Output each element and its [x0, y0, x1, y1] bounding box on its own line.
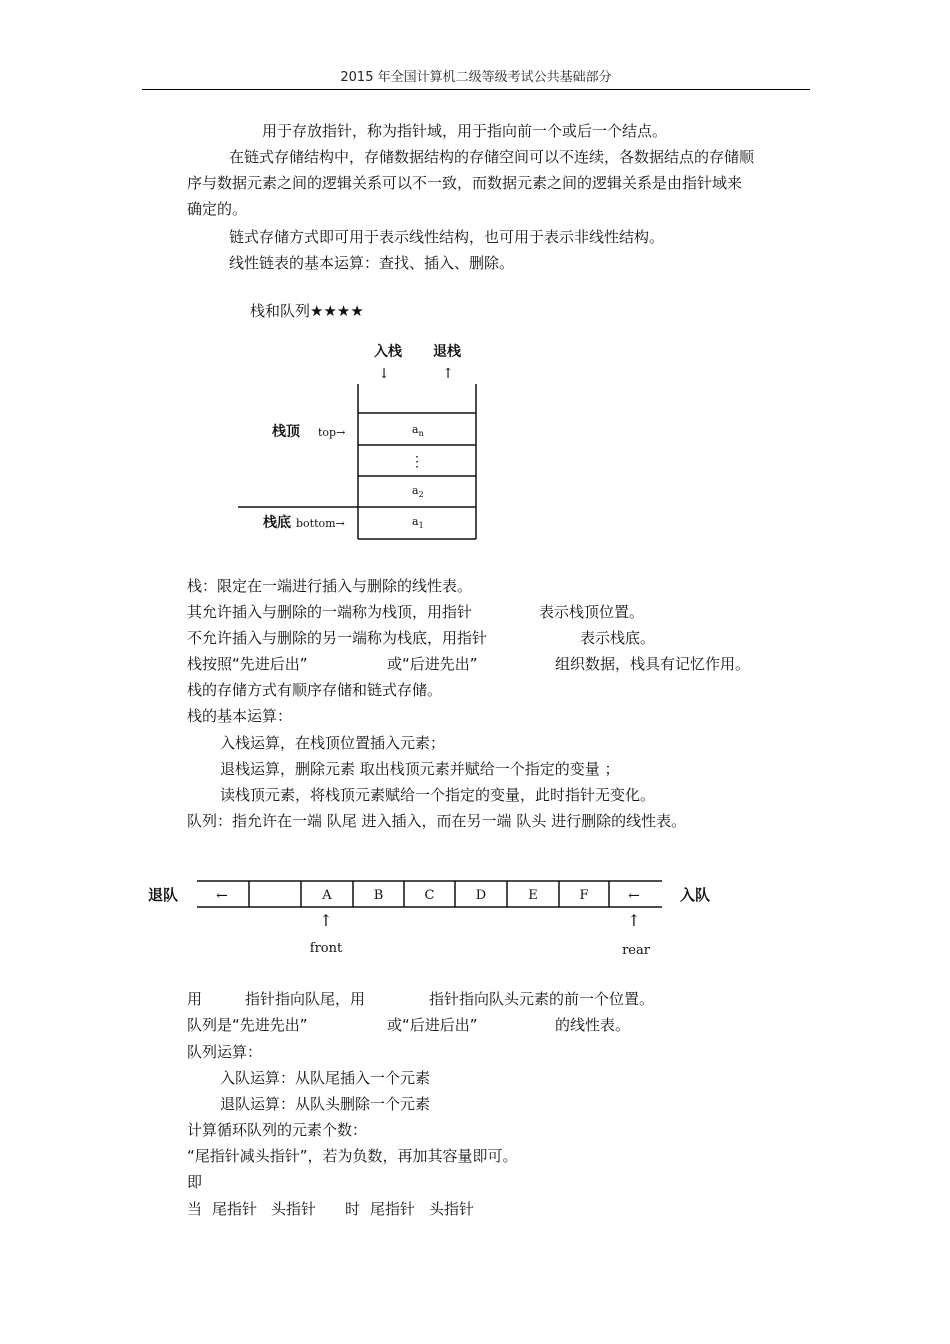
condition-then: 时: [345, 1200, 361, 1218]
stack-op-pop: 退栈运算，删除元素 取出栈顶元素并赋给一个指定的变量 ；: [220, 760, 620, 778]
stack-cell-an: $a_n$: [412, 423, 424, 438]
stack-top-text-b: 表示栈顶位置。: [539, 603, 645, 621]
queue-cell-d: D: [475, 888, 487, 903]
queue-op-dequeue: 退队运算：从队头删除一个元素: [220, 1095, 431, 1113]
section-title: 栈和队列★★★★: [250, 302, 364, 320]
stack-op-read: 读栈顶元素，将栈顶元素赋给一个指定的变量，此时指针无变化。: [220, 786, 656, 804]
intro-paragraph-1: 用于存放指针，称为指针域，用于指向前一个或后一个结点。: [262, 122, 668, 140]
queue-definition: 队列：指允许在一端 队尾 进入插入，而在另一端 队头 进行删除的线性表。: [187, 812, 687, 830]
intro-paragraph-3: 链式存储方式即可用于表示线性结构，也可用于表示非线性结构。: [229, 228, 665, 246]
stack-order-text-a: 栈按照“先进后出”: [187, 655, 308, 673]
page-header: 2015 年全国计算机二级等级考试公共基础部分: [142, 70, 810, 90]
condition-front-1: 头指针: [271, 1200, 317, 1218]
intro-paragraph-2-line-2: 序与数据元素之间的逻辑关系可以不一致，而数据元素之间的逻辑关系是由指针域来: [187, 174, 743, 192]
stack-order-text-c: 组织数据，栈具有记忆作用。: [555, 655, 751, 673]
stack-cell-a2: $a_2$: [412, 484, 424, 499]
stack-bottom-label: 栈底: [263, 515, 291, 531]
queue-order-text-c: 的线性表。: [555, 1016, 631, 1034]
stack-diagram: [238, 343, 476, 539]
queue-diagram: [148, 881, 710, 958]
enqueue-label: 入队: [680, 886, 711, 904]
pop-arrow: ↑: [442, 366, 454, 382]
stack-bottom-text-b: 表示栈底。: [580, 629, 656, 647]
pop-label: 退栈: [433, 344, 461, 360]
intro-paragraph-2-line-3: 确定的。: [187, 200, 248, 218]
dequeue-label: 退队: [148, 886, 179, 904]
front-arrow: ↑: [319, 911, 333, 930]
stack-cell-ellipsis: ⋮: [410, 454, 424, 470]
stack-top-label: 栈顶: [272, 424, 300, 440]
rear-label: rear: [622, 943, 650, 958]
queue-cell-e: E: [528, 888, 538, 903]
circular-queue-ie: 即: [187, 1173, 203, 1191]
stack-top-text-a: 其允许插入与删除的一端称为栈顶，用指针: [187, 603, 473, 621]
condition-rear-1: 尾指针: [212, 1200, 258, 1218]
top-pointer-label: top→: [318, 426, 346, 439]
stack-ops-heading: 栈的基本运算：: [187, 707, 293, 725]
rear-arrow: ↑: [627, 911, 641, 930]
queue-cell-b: B: [373, 888, 384, 903]
stack-storage-line: 栈的存储方式有顺序存储和链式存储。: [187, 681, 443, 699]
queue-pointer-text-b: 指针指向队尾，用: [245, 990, 366, 1008]
circular-queue-rule: “尾指针减头指针”，若为负数，再加其容量即可。: [187, 1147, 518, 1165]
queue-rear-cell-arrow: ←: [628, 888, 640, 904]
stack-cell-a1: $a_1$: [412, 515, 424, 530]
queue-cell-a: A: [322, 888, 332, 903]
stack-bottom-text-a: 不允许插入与删除的另一端称为栈底，用指针: [187, 629, 488, 647]
queue-order-text-b: 或“后进后出”: [387, 1016, 478, 1034]
push-arrow: ↓: [378, 366, 390, 382]
stack-order-text-b: 或“后进先出”: [387, 655, 478, 673]
front-label: front: [309, 941, 343, 956]
push-label: 入栈: [374, 344, 402, 360]
condition-when: 当: [187, 1200, 203, 1218]
intro-paragraph-2-line-1: 在链式存储结构中，存储数据结构的存储空间可以不连续，各数据结点的存储顺: [229, 148, 755, 166]
stack-op-push: 入栈运算，在栈顶位置插入元素；: [220, 734, 446, 752]
bottom-pointer-label: bottom→: [296, 517, 345, 530]
queue-left-arrow: ←: [216, 888, 228, 904]
circular-queue-heading: 计算循环队列的元素个数：: [187, 1121, 368, 1139]
condition-rear-2: 尾指针: [370, 1200, 416, 1218]
queue-cell-f: F: [579, 888, 589, 903]
intro-paragraph-4: 线性链表的基本运算：查找、插入、删除。: [229, 254, 515, 272]
queue-cell-c: C: [424, 888, 435, 903]
queue-pointer-text-c: 指针指向队头元素的前一个位置。: [429, 990, 655, 1008]
queue-pointer-text-a: 用: [187, 990, 203, 1008]
queue-ops-heading: 队列运算：: [187, 1043, 263, 1061]
queue-order-text-a: 队列是“先进先出”: [187, 1016, 308, 1034]
stack-definition: 栈：限定在一端进行插入与删除的线性表。: [187, 577, 473, 595]
queue-op-enqueue: 入队运算：从队尾插入一个元素: [220, 1069, 431, 1087]
condition-front-2: 头指针: [429, 1200, 475, 1218]
